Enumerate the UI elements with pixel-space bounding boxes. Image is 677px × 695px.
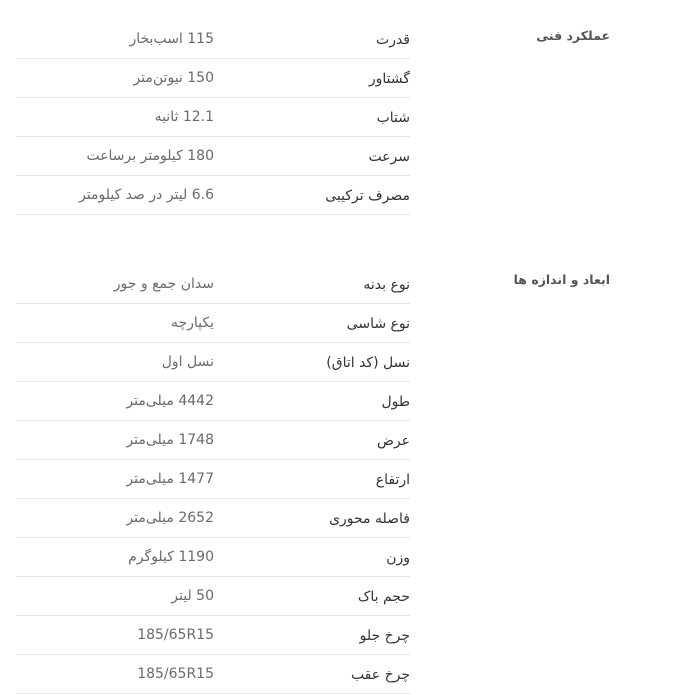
spec-value: 1748 میلی‌متر xyxy=(126,432,214,448)
spec-row-chassis-type xyxy=(16,304,410,343)
spec-value: 12.1 ثانیه xyxy=(154,109,214,125)
section-title: عملکرد فنی xyxy=(536,28,610,43)
spec-value: 1477 میلی‌متر xyxy=(126,471,214,487)
spec-value: 1190 کیلوگرم xyxy=(128,549,214,565)
spec-label: حجم باک xyxy=(357,589,410,605)
spec-row-generation xyxy=(16,343,410,382)
spec-row-rear-wheel xyxy=(16,655,410,694)
spec-label: نسل (کد اتاق) xyxy=(326,355,410,371)
spec-label: چرخ جلو xyxy=(359,628,410,644)
spec-row-length xyxy=(16,382,410,421)
spec-row-wheelbase xyxy=(16,499,410,538)
spec-row-weight xyxy=(16,538,410,577)
spec-row-tank-volume xyxy=(16,577,410,616)
spec-label: چرخ عقب xyxy=(350,667,410,683)
spec-value: 115 اسب‌بخار xyxy=(129,31,214,47)
spec-label: شتاب xyxy=(376,110,410,126)
spec-label: قدرت xyxy=(376,32,410,48)
section-title: ابعاد و اندازه ها xyxy=(513,272,610,287)
spec-label: سرعت xyxy=(368,149,410,165)
spec-row-consumption xyxy=(16,176,410,215)
spec-value: 180 کیلومتر برساعت xyxy=(86,148,214,164)
spec-row-width xyxy=(16,421,410,460)
spec-label: عرض xyxy=(376,433,410,449)
spec-label: نوع بدنه xyxy=(363,277,410,293)
spec-row-torque xyxy=(16,59,410,98)
spec-row-height xyxy=(16,460,410,499)
spec-row-speed xyxy=(16,137,410,176)
spec-table xyxy=(16,20,410,215)
spec-value: 185/65R15 xyxy=(137,627,214,643)
spec-row-power xyxy=(16,20,410,59)
spec-value: نسل اول xyxy=(161,354,214,370)
spec-row-body-type xyxy=(16,265,410,304)
spec-label: گشتاور xyxy=(368,71,410,87)
spec-label: فاصله محوری xyxy=(329,511,410,527)
spec-label: طول xyxy=(381,394,410,410)
spec-row-acceleration xyxy=(16,98,410,137)
spec-table xyxy=(16,265,410,694)
spec-value: 150 نیوتن‌متر xyxy=(133,70,214,86)
spec-value: 50 لیتر xyxy=(171,588,214,604)
spec-label: وزن xyxy=(386,550,410,566)
spec-value: سدان جمع و جور xyxy=(113,276,214,292)
spec-label: مصرف ترکیبی xyxy=(325,188,410,204)
spec-value: 185/65R15 xyxy=(137,666,214,682)
spec-label: ارتفاع xyxy=(375,472,410,488)
spec-value: 6.6 لیتر در صد کیلومتر xyxy=(79,187,214,203)
spec-label: نوع شاسی xyxy=(346,316,410,332)
spec-value: 2652 میلی‌متر xyxy=(126,510,214,526)
spec-row-front-wheel xyxy=(16,616,410,655)
spec-value: یکپارچه xyxy=(170,315,214,331)
spec-value: 4442 میلی‌متر xyxy=(126,393,214,409)
